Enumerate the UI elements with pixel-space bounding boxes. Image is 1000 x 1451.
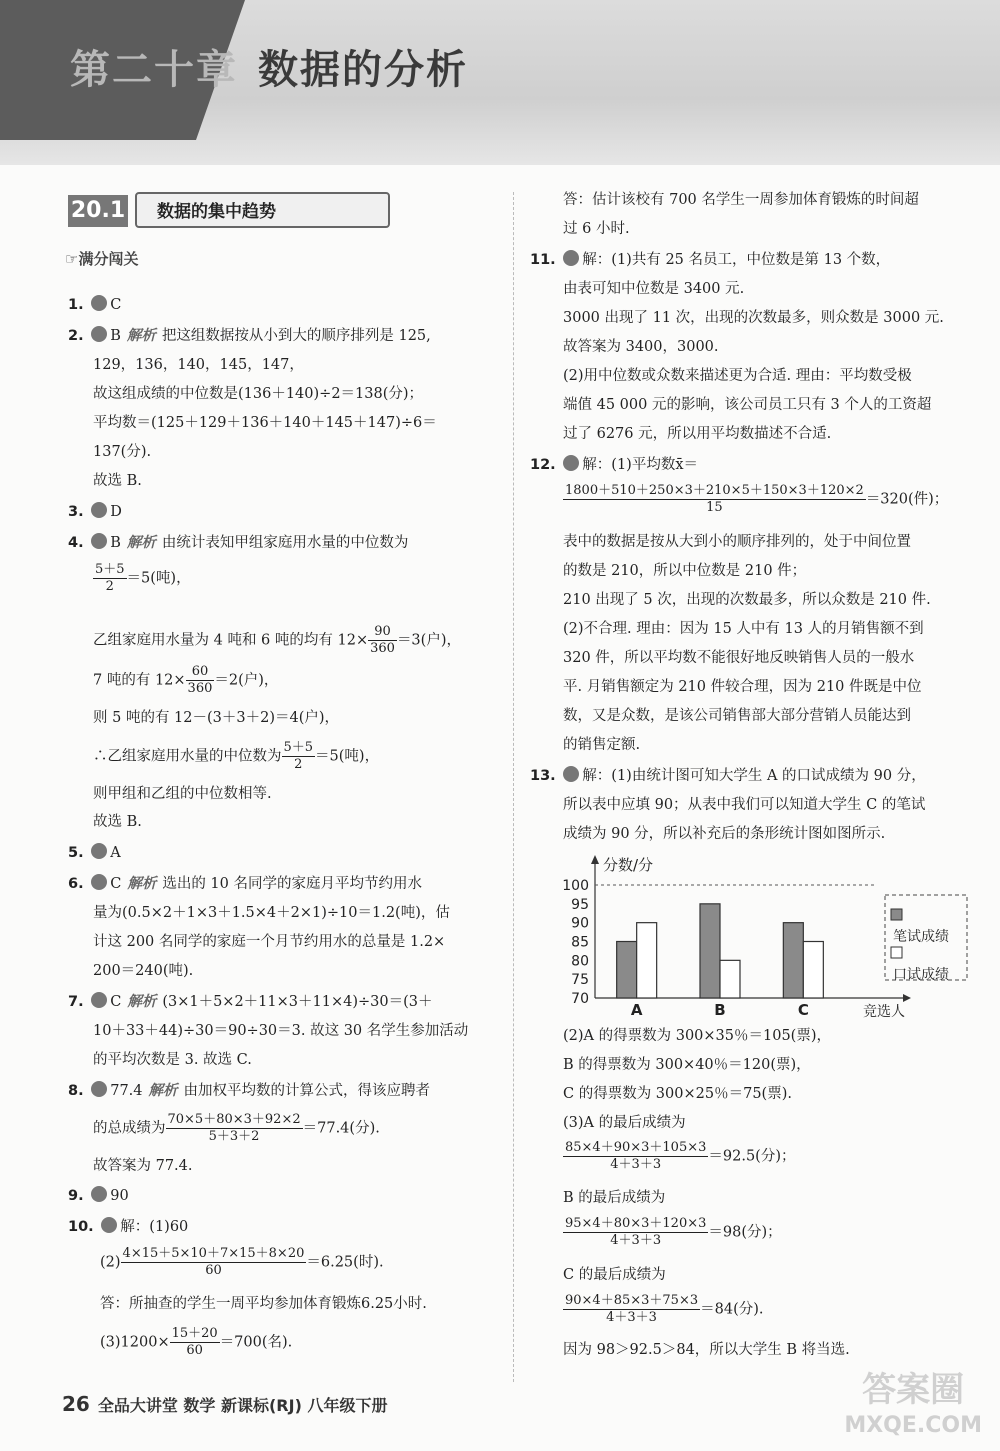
text-line: 量为(0.5×2＋1×3＋1.5×4＋2×1)÷10＝1.2(吨)，估: [93, 905, 450, 921]
text-line: (2)A 的得票数为 300×35％＝105(票)，: [563, 1028, 831, 1044]
question-9: [68, 1186, 129, 1206]
bar-A-口试成绩: [637, 923, 657, 998]
column-divider: [513, 192, 514, 1382]
key-icon: [563, 455, 579, 471]
fraction: [121, 1246, 307, 1279]
key-icon: [91, 843, 107, 859]
q-number: 1.: [68, 297, 84, 313]
key-icon: [563, 766, 579, 782]
q-number: 4.: [68, 535, 84, 551]
question-11: [530, 250, 890, 270]
text-line: 的平均次数是 3. 故选 C.: [93, 1052, 252, 1068]
text: 乙组家庭用水量为 4 吨和 6 吨的均有 12×: [93, 632, 369, 649]
text-line: 答：估计该校有 700 名学生一周参加体育锻炼的时间超: [563, 192, 919, 208]
question-4: [68, 533, 408, 553]
text-line: 10＋33＋44)÷30＝90÷30＝3. 故这 30 名学生参加活动: [93, 1023, 469, 1039]
chapter-number: 第二十章: [70, 47, 238, 93]
fraction-line: [93, 562, 191, 595]
denominator: 2: [105, 579, 114, 594]
bar-C-笔试成绩: [783, 923, 803, 998]
key-icon: [91, 295, 107, 311]
answer: B: [110, 328, 121, 344]
key-icon: [563, 250, 579, 266]
text: ＝320(件)；: [865, 491, 949, 508]
legend-swatch: [891, 947, 902, 958]
legend-label: 笔试成绩: [893, 929, 949, 945]
numerator: 5＋5: [95, 562, 125, 577]
page-number: 26: [62, 1392, 90, 1416]
numerator: 90: [368, 624, 397, 641]
text: ＝77.4(分).: [302, 1120, 380, 1137]
bar-B-口试成绩: [720, 960, 740, 998]
text-line: 故这组成绩的中位数是(136＋140)÷2＝138(分)；: [93, 386, 424, 402]
q-number: 11.: [530, 252, 556, 268]
denominator: 60: [205, 1263, 222, 1278]
x-axis-label: 竞选人: [863, 1004, 905, 1020]
answer: C: [110, 994, 122, 1010]
text-line: 由加权平均数的计算公式，得该应聘者: [183, 1083, 431, 1099]
text-line: 200＝240(吨).: [93, 963, 194, 979]
fraction: [93, 562, 127, 595]
text: 的总成绩为: [93, 1120, 166, 1137]
y-tick-label: 90: [571, 915, 589, 932]
text-line: 端值 45 000 元的影响，该公司员工只有 3 个人的工资超: [563, 397, 932, 413]
denominator: 360: [187, 681, 213, 696]
q-number: 10.: [68, 1219, 94, 1235]
fraction-line: [93, 1112, 380, 1145]
legend-label: 口试成绩: [893, 967, 949, 983]
analysis-label: 解析: [126, 534, 156, 551]
denominator: 360: [370, 641, 395, 656]
text-line: 平均数＝(125＋129＋136＋140＋145＋147)÷6＝: [93, 415, 437, 431]
section-number: 20.1: [68, 195, 128, 227]
text-line: 320 件，所以平均数不能很好地反映销售人员的一般水: [563, 650, 915, 666]
answer: C: [110, 297, 122, 313]
fraction: [563, 483, 866, 516]
text-line: 成绩为 90 分，所以补充后的条形统计图如图所示.: [563, 826, 886, 842]
question-12: [530, 455, 698, 475]
key-icon: [91, 992, 107, 1008]
section-title: 数据的集中趋势: [135, 192, 390, 228]
q-number: 13.: [530, 768, 556, 784]
bar-chart: [555, 850, 949, 1025]
y-tick-label: 85: [571, 934, 589, 951]
q-number: 3.: [68, 504, 84, 520]
question-6: [68, 874, 422, 894]
x-tick-label: A: [630, 1001, 643, 1019]
text-line: C 的得票数为 300×25％＝75(票).: [563, 1086, 792, 1102]
fraction-line: [563, 1140, 796, 1173]
watermark: [844, 1372, 982, 1444]
text-line: C 的最后成绩为: [563, 1267, 666, 1283]
fraction: [282, 740, 316, 773]
analysis-label: 解析: [148, 1082, 178, 1099]
denominator: 15: [706, 500, 723, 515]
text: (2): [100, 1254, 121, 1271]
q-number: 8.: [68, 1083, 84, 1099]
text-line: 129，136，140，145，147，: [93, 357, 304, 373]
numerator: 90×4＋85×3＋75×3: [565, 1293, 699, 1308]
text-line: 3000 出现了 11 次，出现的次数最多，则众数是 3000 元.: [563, 310, 944, 326]
text: 解：(1)由统计图可知大学生 A 的口试成绩为 90 分，: [582, 768, 926, 784]
text-line: B 的得票数为 300×40％＝120(票)，: [563, 1057, 811, 1073]
subhead: ☞满分闯关: [65, 250, 139, 268]
text-line: 表中的数据是按从大到小的顺序排列的，处于中间位置: [563, 534, 911, 550]
fraction: [170, 1326, 220, 1359]
key-icon: [91, 533, 107, 549]
watermark-line2: MXQE.COM: [844, 1413, 982, 1438]
fraction: [563, 1140, 708, 1173]
fraction: [563, 1293, 700, 1326]
text-line: (2)不合理. 理由：因为 15 人中有 13 人的月销售额不到: [563, 621, 924, 637]
text: ＝5(吨)，: [315, 748, 380, 765]
denominator: 2: [294, 757, 303, 772]
bar-C-口试成绩: [803, 942, 823, 999]
question-5: [68, 843, 121, 863]
y-axis-arrow: [591, 855, 599, 864]
text: 解：(1)平均数x̄＝: [582, 457, 699, 473]
y-tick-label: 70: [571, 991, 589, 1007]
x-tick-label: B: [714, 1001, 726, 1019]
question-3: [68, 502, 122, 522]
q-number: 12.: [530, 457, 556, 473]
text-line: 210 出现了 5 次，出现的次数最多，所以众数是 210 件.: [563, 592, 931, 608]
fraction-line: [563, 1293, 764, 1326]
text: ＝92.5(分)；: [708, 1148, 796, 1165]
fraction: [368, 624, 397, 657]
denominator: 4＋3＋3: [606, 1310, 657, 1325]
text-line: (2)用中位数或众数来描述更为合适. 理由：平均数受极: [563, 368, 912, 384]
numerator: 95×4＋80×3＋120×3: [565, 1216, 707, 1231]
text: (3)1200×: [100, 1334, 170, 1351]
numerator: 5＋5: [283, 740, 314, 755]
text-line: 的销售定额.: [563, 737, 641, 753]
denominator: 60: [186, 1343, 203, 1358]
text-line: 选出的 10 名同学的家庭月平均节约用水: [162, 876, 422, 892]
answer: D: [110, 504, 122, 520]
key-icon: [91, 874, 107, 890]
text-line: 故答案为 3400，3000.: [563, 339, 719, 355]
key-icon: [91, 502, 107, 518]
text-line: 过了 6276 元，所以用平均数描述不合适.: [563, 426, 832, 442]
legend-swatch: [891, 909, 902, 920]
key-icon: [91, 326, 107, 342]
text-line: B 的最后成绩为: [563, 1190, 666, 1206]
text-line: 把这组数据按从小到大的顺序排列是 125,: [161, 328, 431, 344]
question-10: [68, 1217, 188, 1237]
subhead-label: 满分闯关: [78, 250, 139, 268]
bar-B-笔试成绩: [700, 904, 720, 998]
text-line: 故选 B.: [93, 473, 142, 489]
y-tick-label: 75: [571, 972, 589, 989]
q-number: 9.: [68, 1188, 84, 1204]
text: 解：(1)共有 25 名员工，中位数是第 13 个数，: [582, 252, 891, 268]
question-1: [68, 295, 121, 315]
text: 解：(1)60: [120, 1219, 189, 1235]
text-line: 过 6 小时.: [563, 221, 630, 237]
fraction-line: [563, 483, 948, 516]
text-line: 故选 B.: [93, 814, 142, 830]
text-line: (3)A 的最后成绩为: [563, 1115, 686, 1131]
q-number: 2.: [68, 328, 84, 344]
bar-A-笔试成绩: [617, 942, 637, 999]
analysis-label: 解析: [127, 993, 157, 1010]
text-line: 数，又是众数，是该公司销售部大部分营销人员能达到: [563, 708, 911, 724]
fraction-line: [93, 664, 278, 697]
text: ＝84(分).: [700, 1301, 764, 1318]
page-footer: [62, 1392, 387, 1416]
question-13: [530, 766, 926, 786]
analysis-label: 解析: [126, 327, 156, 344]
denominator: 4＋3＋3: [610, 1157, 662, 1172]
text-line: 故答案为 77.4.: [93, 1158, 193, 1174]
text-line: 则 5 吨的有 12－(3＋3＋2)＝4(户)，: [93, 710, 340, 726]
numerator: 70×5＋80×3＋92×2: [167, 1112, 301, 1127]
numerator: 60: [186, 664, 215, 681]
q-number: 7.: [68, 994, 84, 1010]
denominator: 4＋3＋3: [610, 1233, 662, 1248]
text: ＝5(吨)，: [126, 570, 191, 587]
y-tick-label: 95: [571, 896, 589, 913]
x-tick-label: C: [797, 1001, 809, 1019]
answer: 77.4: [110, 1083, 143, 1099]
text: ＝3(户)，: [396, 632, 461, 649]
key-icon: [101, 1217, 117, 1233]
text: ＝6.25(时).: [306, 1254, 384, 1271]
text-line: (3×1＋5×2＋11×3＋11×4)÷30＝(3＋: [162, 994, 433, 1010]
numerator: 15＋20: [171, 1326, 218, 1341]
text: ＝2(户)，: [214, 672, 279, 689]
fraction: [166, 1112, 303, 1145]
chapter-title: 数据的分析: [258, 47, 468, 93]
text-line: 因为 98＞92.5＞84，所以大学生 B 将当选.: [563, 1342, 850, 1358]
y-tick-label: 100: [562, 878, 589, 894]
fraction-line: [93, 624, 461, 657]
fraction-line: [563, 1216, 782, 1249]
text: ＝700(名).: [219, 1334, 293, 1351]
numerator: 1800＋510＋250×3＋210×5＋150×3＋120×2: [565, 483, 864, 498]
x-axis-arrow: [903, 994, 911, 1002]
text-line: 计这 200 名同学的家庭一个月节约用水的总量是 1.2×: [93, 934, 446, 950]
key-icon: [91, 1081, 107, 1097]
q-number: 5.: [68, 845, 84, 861]
answer: B: [110, 535, 121, 551]
fraction-line: [100, 1326, 292, 1359]
fraction-line: [93, 740, 379, 773]
text-line: 平. 月销售额定为 210 件较合理，因为 210 件既是中位: [563, 679, 922, 695]
fraction: [186, 664, 215, 697]
question-7: [68, 992, 432, 1012]
answer: A: [110, 845, 121, 861]
denominator: 5＋3＋2: [208, 1129, 260, 1144]
text-line: 所以表中应填 90；从表中我们可以知道大学生 C 的笔试: [563, 797, 926, 813]
numerator: 4×15＋5×10＋7×15＋8×20: [122, 1246, 305, 1261]
text: ＝98(分)；: [708, 1224, 782, 1241]
y-tick-label: 80: [571, 953, 589, 970]
answer: 90: [110, 1188, 129, 1204]
text-line: 则甲组和乙组的中位数相等.: [93, 786, 272, 802]
numerator: 85×4＋90×3＋105×3: [565, 1140, 707, 1155]
text-line: 答：所抽查的学生一周平均参加体育锻炼6.25小时.: [100, 1296, 427, 1312]
text-line: 由表可知中位数是 3400 元.: [563, 281, 745, 297]
q-number: 6.: [68, 876, 84, 892]
text: 7 吨的有 12×: [93, 672, 186, 689]
watermark-line1: 答案圈: [862, 1370, 965, 1410]
book-title: 全品大讲堂 数学 新课标(RJ) 八年级下册: [97, 1396, 388, 1415]
y-axis-label: 分数/分: [603, 856, 654, 874]
text: ∴乙组家庭用水量的中位数为: [93, 748, 282, 765]
fraction-line: [100, 1246, 384, 1279]
text-line: 的数是 210，所以中位数是 210 件；: [563, 563, 807, 579]
analysis-label: 解析: [127, 875, 157, 892]
answer: C: [110, 876, 122, 892]
question-2: [68, 326, 431, 346]
text-line: 由统计表知甲组家庭用水量的中位数为: [161, 535, 409, 551]
question-8: [68, 1081, 430, 1101]
key-icon: [91, 1186, 107, 1202]
fraction: [563, 1216, 708, 1249]
text-line: 137(分).: [93, 444, 152, 460]
